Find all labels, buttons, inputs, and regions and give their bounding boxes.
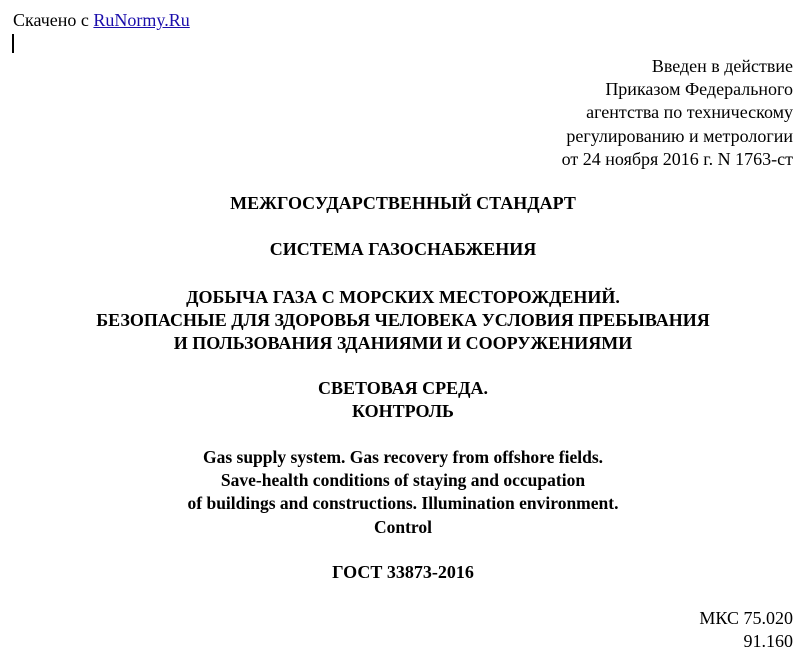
standard-type-text: МЕЖГОСУДАРСТВЕННЫЙ СТАНДАРТ: [230, 193, 576, 213]
system-name-text: СИСТЕМА ГАЗОСНАБЖЕНИЯ: [269, 239, 537, 259]
intro-line: от 24 ноября 2016 г. N 1763-ст: [561, 148, 793, 169]
russian-subtitle-line: КОНТРОЛЬ: [352, 401, 454, 422]
russian-title-line: БЕЗОПАСНЫЕ ДЛЯ ЗДОРОВЬЯ ЧЕЛОВЕКА УСЛОВИЯ ПРЕБЫВАНИЯ: [96, 310, 710, 331]
english-title-line: Gas supply system. Gas recovery from offshore fields.: [202, 447, 604, 467]
intro-line: Приказом Федерального: [605, 79, 793, 100]
english-title-line: Control: [373, 516, 432, 537]
gost-number-text: ГОСТ 33873-2016: [332, 562, 474, 582]
intro-line: регулированию и метрологии: [566, 125, 793, 146]
intro-line: агентства по техническому: [586, 102, 793, 123]
text-cursor: [12, 34, 14, 53]
introduction-notice: [562, 55, 793, 171]
english-title-line: of buildings and constructions. Illumination environment.: [187, 493, 619, 514]
russian-title-line: И ПОЛЬЗОВАНИЯ ЗДАНИЯМИ И СООРУЖЕНИЯМИ: [173, 333, 633, 354]
gost-number-heading: [0, 561, 799, 584]
russian-subtitle: [0, 377, 799, 423]
intro-line: Введен в действие: [651, 56, 793, 76]
classification-code: МКС 75.020: [699, 608, 793, 628]
english-title: [0, 446, 799, 539]
system-name-heading: [0, 238, 799, 261]
source-prefix: Скачено с: [13, 10, 89, 30]
russian-title-line: ДОБЫЧА ГАЗА С МОРСКИХ МЕСТОРОЖДЕНИЙ.: [186, 287, 620, 307]
download-source-line: [13, 8, 190, 32]
russian-subtitle-line: СВЕТОВАЯ СРЕДА.: [317, 378, 489, 398]
classification-code: 91.160: [743, 631, 793, 652]
english-title-line: Save-health conditions of staying and occupation: [220, 470, 586, 491]
classification-codes: [699, 607, 793, 653]
russian-title: [0, 286, 799, 356]
runormy-link[interactable]: RuNormy.Ru: [93, 10, 190, 30]
standard-type-heading: [0, 192, 799, 215]
